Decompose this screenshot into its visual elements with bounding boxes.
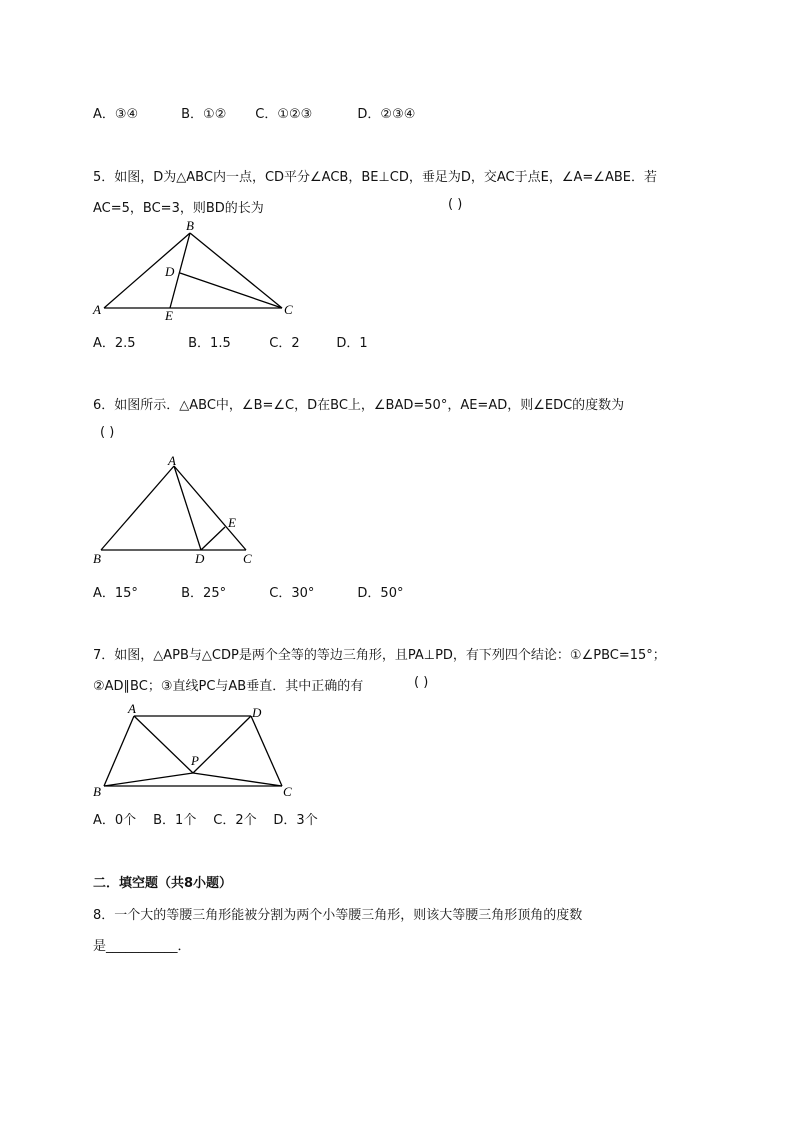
q7-segment-bp bbox=[104, 773, 193, 786]
q7-option-c: C．2个 bbox=[213, 813, 257, 828]
q5-label-e: E bbox=[165, 308, 173, 323]
q6-label-e: E bbox=[228, 515, 236, 530]
q8-stem-line2 bbox=[93, 935, 191, 954]
q6-answer-paren: ( ) bbox=[100, 425, 115, 440]
q6-label-b: B bbox=[93, 551, 101, 566]
q7-stem-line1: 7．如图，△APB与△CDP是两个全等的等边三角形，且PA⊥PD，有下列四个结论：①∠PBC=15°； bbox=[93, 648, 666, 663]
q7-segment-ab bbox=[104, 716, 134, 786]
q4-option-a: A．③④ bbox=[93, 107, 139, 122]
q7-segment-dp bbox=[193, 716, 251, 773]
q5-stem-line2: AC=5，BC=3，则BD的长为 bbox=[93, 201, 264, 216]
q4-option-c: C．①②③ bbox=[255, 107, 313, 122]
q4-option-d: D．②③④ bbox=[357, 107, 416, 122]
q7-label-c: C bbox=[283, 784, 292, 799]
q6-option-d: D．50° bbox=[357, 586, 404, 601]
q7-answer-paren: ( ) bbox=[414, 675, 429, 690]
q6-label-d: D bbox=[195, 551, 205, 566]
q5-label-b: B bbox=[186, 218, 194, 233]
q5-stem-line1: 5．如图，D为△ABC内一点，CD平分∠ACB，BE⊥CD，垂足为D，交AC于点E，∠A=∠ABE．若 bbox=[93, 170, 657, 185]
q7-stem-line2: ②AD∥BC；③直线PC与AB垂直．其中正确的有 bbox=[93, 679, 364, 694]
q6-stem-line1: 6．如图所示．△ABC中，∠B=∠C，D在BC上，∠BAD=50°，AE=AD，则∠EDC的度数为 bbox=[93, 398, 625, 413]
q5-answer-paren: ( ) bbox=[448, 197, 463, 212]
q7-option-b: B．1个 bbox=[153, 813, 197, 828]
q7-segment-cp bbox=[193, 773, 282, 786]
q6-option-b: B．25° bbox=[181, 586, 227, 601]
q7-label-p: P bbox=[191, 753, 199, 768]
q5-option-a: A．2.5 bbox=[93, 336, 136, 351]
q8-suffix: ． bbox=[177, 939, 191, 954]
q8-stem-line1: 8．一个大的等腰三角形能被分割为两个小等腰三角形，则该大等腰三角形顶角的度数 bbox=[93, 908, 583, 923]
q5-option-d: D．1 bbox=[336, 336, 368, 351]
q5-label-a: A bbox=[93, 302, 101, 317]
q7-options bbox=[93, 809, 318, 828]
q5-option-c: C．2 bbox=[269, 336, 300, 351]
q4-option-b: B．①② bbox=[181, 107, 227, 122]
q7-label-d: D bbox=[252, 705, 262, 720]
q7-option-a: A．0个 bbox=[93, 813, 137, 828]
q6-label-a: A bbox=[168, 453, 176, 468]
q6-option-c: C．30° bbox=[269, 586, 315, 601]
q7-segment-ap bbox=[134, 716, 193, 773]
q5-label-d: D bbox=[165, 264, 175, 279]
q8-prefix: 是 bbox=[93, 939, 107, 954]
q5-option-b: B．1.5 bbox=[188, 336, 231, 351]
q7-option-d: D．3个 bbox=[273, 813, 318, 828]
q7-label-b: B bbox=[93, 784, 101, 799]
q7-label-a: A bbox=[128, 701, 136, 716]
q8-answer-blank[interactable]: ___________ bbox=[106, 939, 178, 954]
q6-label-c: C bbox=[243, 551, 252, 566]
q7-segment-dc bbox=[251, 716, 282, 786]
q5-label-c: C bbox=[284, 302, 293, 317]
section-heading: 二．填空题（共8小题） bbox=[93, 876, 233, 891]
q6-option-a: A．15° bbox=[93, 586, 138, 601]
